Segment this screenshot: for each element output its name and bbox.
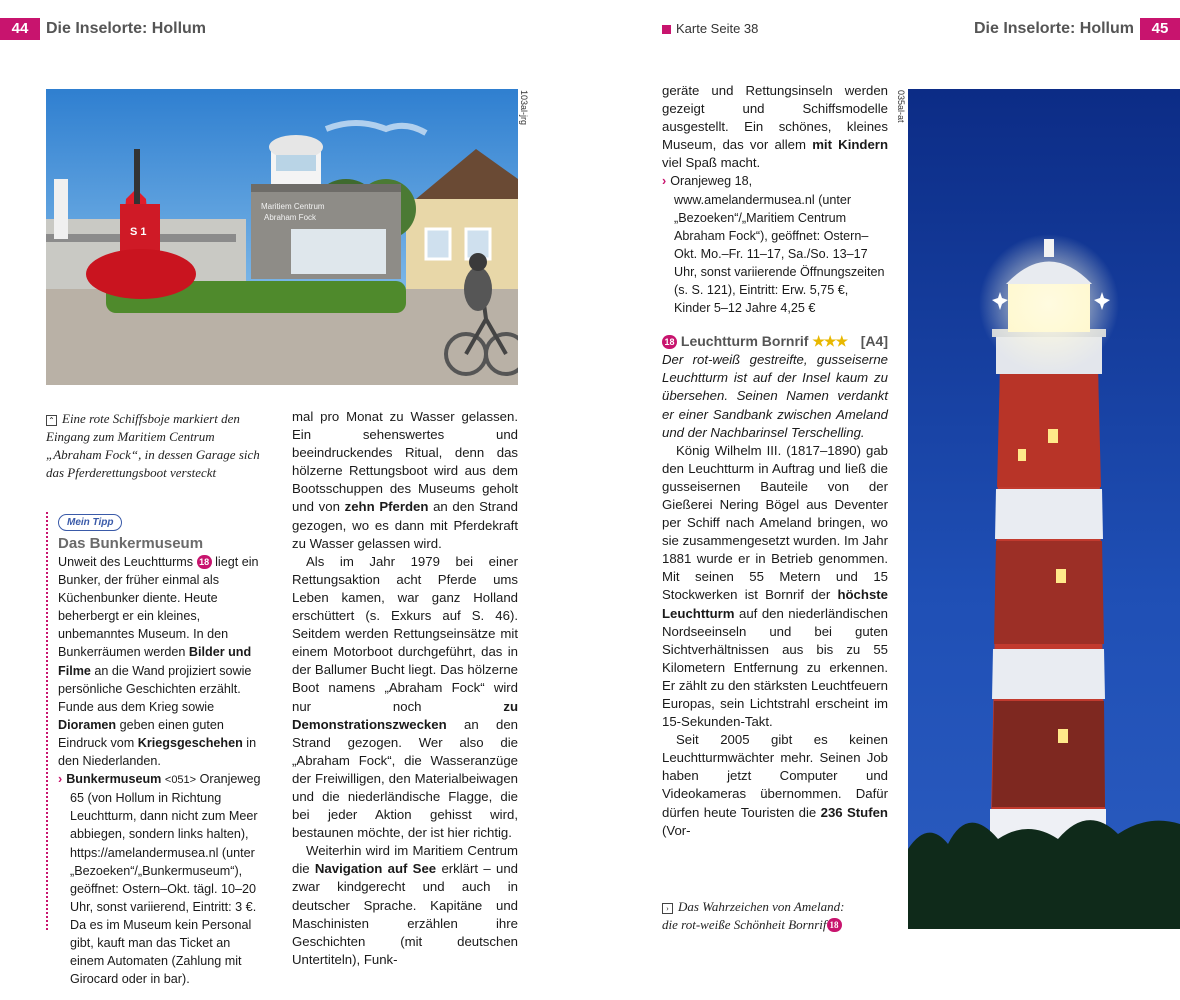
museum-photo-drawing bbox=[46, 89, 518, 385]
lighthouse-photo-drawing bbox=[908, 89, 1180, 929]
tip-info-code: <051> bbox=[164, 774, 197, 787]
body-text: König Wilhelm III. (1817–1890) gab den Leuchtturm in Auftrag und ließ die gusseisernen Bauteile von der Gießerei Nering Bögel aus Deventer per Schiff nach Ameland bringen, wo sie zusammengesetzt wurden. Im Jahr 1881 wurde er in Betrieb genommen. Mit seinen 55 Metern und 15 Stockwerken ist Bornrif der bbox=[662, 442, 888, 603]
body-text: viel Spaß macht. bbox=[662, 155, 761, 171]
body-text: Weiterhin wird im Maritiem Centrum die bbox=[292, 843, 518, 877]
body-text: Als im Jahr 1979 bei einer Rettungsaktion acht Pferde ums Leben kamen, war ganz Holland erschüttert (s. Exkurs auf S. 46). Seitdem werden Rettungseinsätze mit einem Motorboot durchgeführt, das in der Ballumer Bucht liegt. Das hölzerne Boot namens „Abraham Fock“ wird nur noch bbox=[292, 553, 518, 714]
map-reference-label: Karte Seite 38 bbox=[676, 21, 759, 36]
tip-info bbox=[58, 770, 262, 988]
tip-body-bold: Bilder und Filme bbox=[58, 645, 252, 678]
tip-body bbox=[58, 553, 262, 770]
body-text: Seit 2005 gibt es keinen Leuchtturmwächter mehr. Seinen Job haben jetzt Computer und Videokameras übernommen. Dafür dürfen heute Touristen die bbox=[662, 732, 888, 820]
square-icon bbox=[662, 25, 671, 34]
tip-info-name: Bunkermuseum bbox=[66, 772, 162, 787]
poi-ref-badge[interactable]: 18 bbox=[827, 918, 842, 932]
rating-stars: ★★★ bbox=[812, 333, 847, 350]
body-bold: zehn Pferden bbox=[344, 499, 429, 515]
body-text: an den Strand gezogen, wo es dann mit Pferdekraft zu Wasser gelassen wird. bbox=[292, 499, 518, 551]
tip-body-text: in den Niederlanden. bbox=[58, 735, 257, 769]
body-bold: mit Kindern bbox=[812, 137, 888, 153]
lighthouse-photo bbox=[908, 89, 1180, 929]
photo-credit-right: 035al-at bbox=[896, 90, 906, 123]
poi-intro: Der rot-weiß gestreifte, gusseiserne Leuchtturm ist auf der Insel kaum zu übersehen. Seinen Namen verdankt er einer Sandbank zwischen Ameland und der Nachbarinsel Terschelling. bbox=[662, 352, 888, 440]
tip-body-text: an die Wand projiziert sowie persönliche Geschichten erzählt. Funde aus dem Krieg sowie bbox=[58, 663, 252, 714]
tip-badge: Mein Tipp bbox=[58, 514, 122, 531]
body-text: (Vor- bbox=[662, 822, 691, 838]
right-column bbox=[662, 82, 888, 840]
poi-number-badge: 18 bbox=[662, 335, 677, 349]
map-grid-ref[interactable]: [A4] bbox=[860, 333, 888, 350]
body-bold: höchste Leuchtturm bbox=[662, 587, 888, 621]
tip-body-bold: Dioramen bbox=[58, 717, 117, 732]
poi-ref-badge[interactable]: 18 bbox=[197, 555, 212, 569]
body-text: an den Strand gezogen. Wer also die „Abraham Fock“, die Wasseranzüge der Freiwilligen, den Materialbeiwagen und die niederländische Flagge, die bei jeder Aktion gehisst wird, bestaunen möchte, der ist hier richtig. bbox=[292, 716, 518, 841]
body-bold: zu Demonstrationszwecken bbox=[292, 698, 518, 732]
body-text: geräte und Rettungsinseln werden gezeigt und Schiffsmodelle ausgestellt. Ein schönes, kleines Museum, das vor allem bbox=[662, 83, 888, 153]
sign-line-2: Abraham Fock bbox=[264, 213, 317, 222]
caption-line-2: die rot-weiße Schönheit Bornrif bbox=[662, 917, 827, 932]
running-header-left: Die Inselorte: Hollum bbox=[46, 20, 207, 37]
tip-info-text: Oranjeweg 65 (von Hollum in Richtung Leuchtturm, dann nicht zum Meer abbiegen, sondern links halten), https://amelandermusea.nl (unter „Bezoeken“/„Bunkermuseum“), geöffnet: Ostern–Okt. tägl. 10–20 Uhr, sonst variierend, Eintritt: 3 €. Da es im Museum kein Personal gibt, kauft man das Ticket an einem Automaten (Zahlung mit Girocard oder in bar). bbox=[70, 772, 261, 987]
caption-right-icon: › bbox=[662, 903, 673, 914]
body-bold: 236 Stufen bbox=[820, 804, 888, 820]
photo-caption-left bbox=[46, 410, 262, 482]
tip-title: Das Bunkermuseum bbox=[58, 535, 204, 552]
buoy-label: S 1 bbox=[130, 226, 147, 238]
sign-line-1: Maritiem Centrum bbox=[261, 202, 325, 211]
tip-body-text: geben einen guten Eindruck vom bbox=[58, 717, 224, 750]
tip-body-text: Unweit des Leuchtturms bbox=[58, 555, 194, 569]
caption-line-1: Das Wahrzeichen von Ameland: bbox=[678, 899, 845, 914]
page-number-left: 44 bbox=[0, 18, 40, 40]
museum-info bbox=[662, 172, 888, 317]
body-text: auf den niederländischen Nordseeinseln und bei guten Sichtverhältnissen aus bis zu 55 Kilometern Entfernung zu erkennen. Er zählt zu den stärksten Leuchtfeuern Europas, sein Lichtstrahl erscheint im 15-Sekunden-Takt. bbox=[662, 605, 889, 730]
museum-photo bbox=[46, 89, 518, 385]
poi-heading bbox=[662, 331, 888, 351]
photo-credit-left: 103al-jrg bbox=[519, 90, 529, 126]
body-text: erklärt – und zwar kindgerecht und auch in deutscher Sprache. Kapitäne und Maschinisten erzählen ihre Geschichten (mit deutschen Untertiteln), Funk- bbox=[292, 861, 518, 967]
chevron-right-icon: › bbox=[662, 174, 667, 189]
running-header-right: Die Inselorte: Hollum bbox=[973, 20, 1134, 37]
photo-caption-left-text: Eine rote Schiffsboje markiert den Eingang zum Maritiem Centrum „Abraham Fock“, in dessen Garage sich das Pferderettungsboot versteckt bbox=[46, 411, 260, 480]
tip-body-bold: Kriegsgeschehen bbox=[137, 735, 243, 750]
tip-box bbox=[46, 512, 262, 987]
body-bold: Navigation auf See bbox=[314, 861, 437, 877]
map-reference[interactable] bbox=[662, 20, 758, 38]
body-text: mal pro Monat zu Wasser gelassen. Ein sehenswertes und beeindruckendes Ritual, denn das hölzerne Rettungsboot wird aus dem Bootsschuppen des Museums geholt und von bbox=[292, 409, 518, 515]
chevron-right-icon: › bbox=[58, 772, 63, 787]
photo-caption-right bbox=[662, 898, 892, 934]
left-column-2 bbox=[292, 408, 518, 969]
poi-title: Leuchtturm Bornrif bbox=[680, 333, 809, 350]
tip-body-text: liegt ein Bunker, der früher einmal als Küchenbunker diente. Heute beherbergt er ein kleines, unbemanntes Museum. In den Bunkerräumen werden bbox=[58, 555, 259, 660]
caption-up-icon: ⌃ bbox=[46, 415, 57, 426]
museum-info-text: Oranjeweg 18, www.amelandermusea.nl (unter „Bezoeken“/„Maritiem Centrum Abraham Fock“), geöffnet: Ostern–Okt. Mo.–Fr. 11–17, Sa./So. 13–17 Uhr, sonst variierende Öffnungszeiten (s. S. 121), Eintritt: Erw. 5,75 €, Kinder 5–12 Jahre 4,25 € bbox=[670, 174, 885, 316]
page-number-right: 45 bbox=[1140, 18, 1180, 40]
